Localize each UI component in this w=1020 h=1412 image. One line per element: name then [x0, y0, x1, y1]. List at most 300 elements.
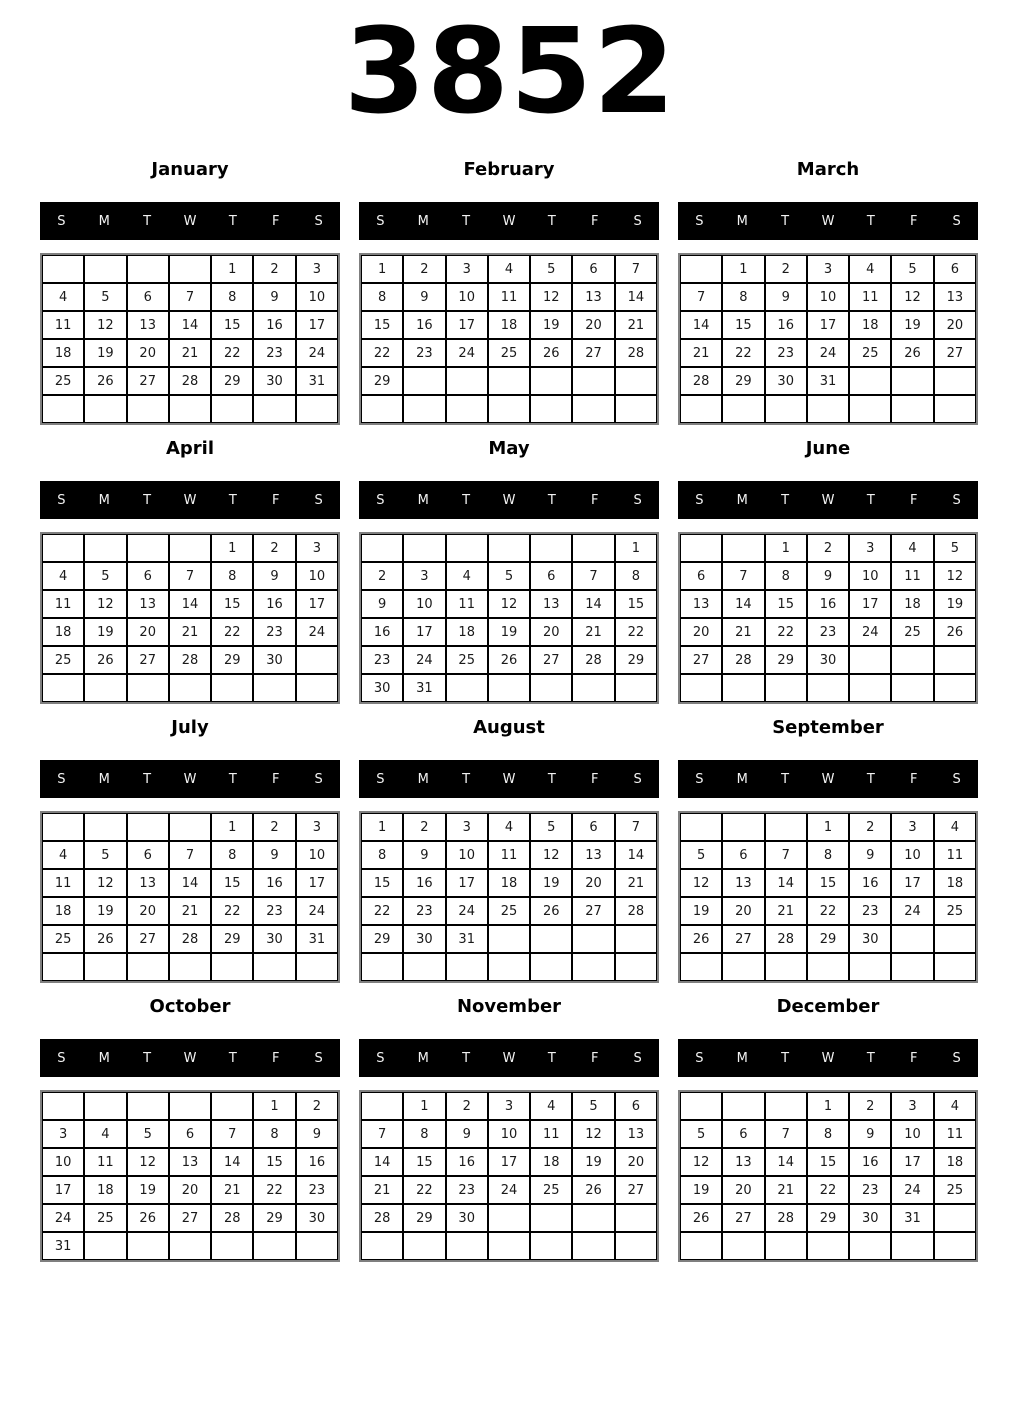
day-cell: 20 [572, 869, 614, 897]
day-cell: 20 [127, 897, 169, 925]
day-cell: 15 [361, 311, 403, 339]
day-cell: 22 [253, 1176, 295, 1204]
day-cell: 27 [680, 646, 722, 674]
day-cell-empty [530, 534, 572, 562]
weekday-label: F [271, 1050, 280, 1066]
day-cell: 8 [211, 562, 253, 590]
day-cell: 30 [765, 367, 807, 395]
day-cell: 11 [42, 869, 84, 897]
day-cell-empty [722, 534, 764, 562]
day-cell: 22 [211, 618, 253, 646]
day-cell: 10 [403, 590, 445, 618]
day-cell: 15 [807, 1148, 849, 1176]
day-cell: 9 [807, 562, 849, 590]
day-cell: 1 [361, 255, 403, 283]
day-cell: 14 [615, 283, 657, 311]
day-cell: 17 [42, 1176, 84, 1204]
day-cell-empty [446, 1232, 488, 1260]
day-cell: 9 [253, 283, 295, 311]
day-cell: 23 [403, 897, 445, 925]
day-cell: 24 [296, 339, 338, 367]
weekday-label: M [98, 771, 110, 787]
weekday-label: M [98, 1050, 110, 1066]
day-cell: 2 [807, 534, 849, 562]
day-cell-empty [615, 395, 657, 423]
month-date-grid [359, 811, 659, 983]
day-cell-empty [849, 646, 891, 674]
day-cell: 17 [891, 1148, 933, 1176]
day-cell: 28 [680, 367, 722, 395]
weekday-label: W [821, 1050, 835, 1066]
weekday-label: T [866, 771, 875, 787]
day-cell: 11 [488, 283, 530, 311]
day-cell-empty [253, 395, 295, 423]
day-cell: 26 [127, 1204, 169, 1232]
day-cell-empty [530, 953, 572, 981]
day-cell: 25 [446, 646, 488, 674]
day-cell: 16 [253, 590, 295, 618]
weekday-label: S [695, 492, 704, 508]
month-date-grid [359, 253, 659, 425]
day-cell: 8 [253, 1120, 295, 1148]
day-cell: 19 [891, 311, 933, 339]
day-cell: 25 [42, 646, 84, 674]
day-cell-empty [403, 953, 445, 981]
day-cell: 13 [127, 869, 169, 897]
day-cell: 27 [722, 925, 764, 953]
month-date-grid [40, 532, 340, 704]
weekday-label: W [183, 771, 197, 787]
day-cell: 20 [680, 618, 722, 646]
weekday-label: W [183, 492, 197, 508]
day-cell: 9 [253, 562, 295, 590]
day-cell: 13 [680, 590, 722, 618]
day-cell-empty [934, 367, 976, 395]
day-cell: 6 [572, 813, 614, 841]
day-cell: 21 [361, 1176, 403, 1204]
day-cell-empty [934, 953, 976, 981]
day-cell: 19 [127, 1176, 169, 1204]
day-cell: 5 [84, 841, 126, 869]
day-cell: 21 [722, 618, 764, 646]
day-cell: 15 [403, 1148, 445, 1176]
month-date-grid [678, 1090, 978, 1262]
day-cell: 20 [572, 311, 614, 339]
day-cell-empty [211, 1232, 253, 1260]
day-cell: 31 [446, 925, 488, 953]
day-cell-empty [765, 953, 807, 981]
day-cell: 1 [765, 534, 807, 562]
day-cell: 4 [934, 1092, 976, 1120]
day-cell: 20 [722, 1176, 764, 1204]
day-cell: 29 [807, 925, 849, 953]
day-cell: 1 [615, 534, 657, 562]
day-cell: 4 [488, 255, 530, 283]
weekday-label: M [736, 1050, 748, 1066]
day-cell: 19 [680, 897, 722, 925]
day-cell: 31 [807, 367, 849, 395]
day-cell-empty [361, 534, 403, 562]
day-cell: 13 [530, 590, 572, 618]
day-cell: 16 [807, 590, 849, 618]
day-cell: 7 [361, 1120, 403, 1148]
day-cell: 9 [849, 841, 891, 869]
day-cell: 8 [361, 841, 403, 869]
day-cell: 20 [127, 618, 169, 646]
day-cell: 13 [572, 283, 614, 311]
day-cell: 18 [42, 897, 84, 925]
day-cell: 2 [403, 813, 445, 841]
day-cell: 21 [615, 311, 657, 339]
day-cell: 29 [253, 1204, 295, 1232]
day-cell: 5 [572, 1092, 614, 1120]
day-cell-empty [42, 674, 84, 702]
day-cell: 27 [169, 1204, 211, 1232]
day-cell: 19 [530, 311, 572, 339]
day-cell: 17 [296, 590, 338, 618]
day-cell-empty [169, 1232, 211, 1260]
day-cell: 31 [403, 674, 445, 702]
day-cell-empty [722, 1092, 764, 1120]
weekday-label: F [271, 213, 280, 229]
day-cell: 10 [446, 841, 488, 869]
weekday-label: W [502, 492, 516, 508]
day-cell: 26 [680, 1204, 722, 1232]
day-cell: 2 [296, 1092, 338, 1120]
day-cell: 20 [934, 311, 976, 339]
day-cell: 22 [807, 1176, 849, 1204]
day-cell: 10 [807, 283, 849, 311]
day-cell: 30 [296, 1204, 338, 1232]
day-cell: 9 [361, 590, 403, 618]
day-cell: 11 [84, 1148, 126, 1176]
day-cell: 9 [446, 1120, 488, 1148]
day-cell: 22 [615, 618, 657, 646]
day-cell: 12 [572, 1120, 614, 1148]
day-cell: 1 [211, 534, 253, 562]
day-cell: 4 [446, 562, 488, 590]
day-cell: 11 [849, 283, 891, 311]
weekday-header-bar [359, 202, 659, 240]
weekday-label: T [866, 492, 875, 508]
day-cell: 24 [891, 1176, 933, 1204]
weekday-label: T [781, 1050, 790, 1066]
month-title: October [149, 996, 231, 1017]
day-cell: 18 [530, 1148, 572, 1176]
day-cell: 21 [765, 1176, 807, 1204]
day-cell: 18 [488, 311, 530, 339]
weekday-label: S [314, 213, 323, 229]
day-cell: 5 [680, 1120, 722, 1148]
day-cell-empty [680, 674, 722, 702]
weekday-label: F [909, 492, 918, 508]
day-cell: 8 [211, 841, 253, 869]
day-cell: 29 [211, 646, 253, 674]
day-cell-empty [765, 813, 807, 841]
weekday-label: T [228, 213, 237, 229]
day-cell: 1 [807, 1092, 849, 1120]
day-cell: 16 [849, 1148, 891, 1176]
month-block-september [678, 716, 978, 983]
weekday-label: F [271, 771, 280, 787]
day-cell-empty [934, 646, 976, 674]
weekday-label: S [952, 492, 961, 508]
day-cell-empty [488, 1204, 530, 1232]
day-cell: 16 [849, 869, 891, 897]
day-cell: 2 [849, 1092, 891, 1120]
weekday-header-bar [40, 760, 340, 798]
day-cell-empty [403, 534, 445, 562]
day-cell: 28 [169, 646, 211, 674]
month-block-december [678, 995, 978, 1262]
day-cell-empty [765, 674, 807, 702]
day-cell: 5 [127, 1120, 169, 1148]
month-block-november [359, 995, 659, 1262]
day-cell: 13 [127, 311, 169, 339]
day-cell-empty [127, 1092, 169, 1120]
day-cell: 28 [572, 646, 614, 674]
day-cell-empty [169, 395, 211, 423]
day-cell: 28 [169, 925, 211, 953]
day-cell: 4 [934, 813, 976, 841]
day-cell: 30 [253, 925, 295, 953]
day-cell: 10 [891, 1120, 933, 1148]
weekday-label: M [736, 771, 748, 787]
day-cell-empty [403, 1232, 445, 1260]
day-cell: 11 [42, 311, 84, 339]
weekday-label: T [462, 492, 471, 508]
day-cell: 21 [765, 897, 807, 925]
day-cell: 8 [615, 562, 657, 590]
day-cell: 24 [296, 618, 338, 646]
weekday-label: F [909, 1050, 918, 1066]
day-cell: 10 [488, 1120, 530, 1148]
day-cell: 21 [169, 897, 211, 925]
day-cell-empty [615, 1204, 657, 1232]
weekday-header-bar [40, 1039, 340, 1077]
day-cell: 24 [446, 339, 488, 367]
day-cell: 24 [446, 897, 488, 925]
day-cell: 21 [169, 618, 211, 646]
day-cell: 16 [253, 869, 295, 897]
day-cell: 6 [572, 255, 614, 283]
weekday-label: F [590, 492, 599, 508]
day-cell: 3 [296, 813, 338, 841]
day-cell: 28 [361, 1204, 403, 1232]
weekday-label: S [314, 492, 323, 508]
weekday-label: F [590, 771, 599, 787]
weekday-label: M [736, 213, 748, 229]
weekday-label: S [695, 1050, 704, 1066]
day-cell-empty [765, 1232, 807, 1260]
month-block-august [359, 716, 659, 983]
day-cell-empty [403, 367, 445, 395]
day-cell: 6 [722, 841, 764, 869]
day-cell: 1 [211, 813, 253, 841]
day-cell: 12 [680, 1148, 722, 1176]
day-cell-empty [615, 674, 657, 702]
day-cell: 29 [211, 367, 253, 395]
day-cell: 25 [530, 1176, 572, 1204]
day-cell: 26 [488, 646, 530, 674]
weekday-label: S [952, 771, 961, 787]
month-date-grid [359, 532, 659, 704]
day-cell: 23 [807, 618, 849, 646]
day-cell: 7 [211, 1120, 253, 1148]
day-cell: 4 [530, 1092, 572, 1120]
day-cell: 11 [934, 841, 976, 869]
day-cell: 26 [572, 1176, 614, 1204]
day-cell: 8 [722, 283, 764, 311]
day-cell: 24 [296, 897, 338, 925]
day-cell: 16 [253, 311, 295, 339]
day-cell-empty [530, 1204, 572, 1232]
day-cell-empty [127, 534, 169, 562]
day-cell: 6 [127, 562, 169, 590]
month-date-grid [678, 253, 978, 425]
day-cell: 23 [253, 339, 295, 367]
day-cell: 7 [722, 562, 764, 590]
month-title: May [488, 438, 530, 459]
weekday-label: T [547, 1050, 556, 1066]
day-cell-empty [446, 534, 488, 562]
day-cell-empty [891, 925, 933, 953]
day-cell-empty [722, 1232, 764, 1260]
day-cell: 3 [42, 1120, 84, 1148]
month-block-january [40, 158, 340, 425]
day-cell: 8 [807, 841, 849, 869]
day-cell: 1 [403, 1092, 445, 1120]
day-cell: 9 [403, 841, 445, 869]
weekday-label: S [57, 771, 66, 787]
day-cell-empty [680, 1232, 722, 1260]
weekday-label: T [143, 492, 152, 508]
day-cell: 25 [488, 339, 530, 367]
day-cell-empty [127, 813, 169, 841]
day-cell: 4 [42, 562, 84, 590]
day-cell-empty [572, 534, 614, 562]
day-cell-empty [934, 395, 976, 423]
day-cell-empty [296, 1232, 338, 1260]
day-cell: 21 [680, 339, 722, 367]
day-cell-empty [446, 953, 488, 981]
day-cell-empty [296, 674, 338, 702]
day-cell-empty [42, 395, 84, 423]
day-cell-empty [169, 534, 211, 562]
day-cell: 5 [891, 255, 933, 283]
day-cell: 1 [807, 813, 849, 841]
day-cell-empty [891, 646, 933, 674]
day-cell: 26 [84, 925, 126, 953]
day-cell-empty [211, 953, 253, 981]
day-cell-empty [42, 953, 84, 981]
month-block-april [40, 437, 340, 704]
day-cell: 16 [403, 869, 445, 897]
day-cell-empty [615, 367, 657, 395]
day-cell: 4 [42, 841, 84, 869]
day-cell: 22 [211, 339, 253, 367]
day-cell: 26 [530, 339, 572, 367]
day-cell-empty [84, 674, 126, 702]
weekday-label: T [143, 213, 152, 229]
month-title: April [165, 438, 215, 459]
weekday-label: S [376, 1050, 385, 1066]
day-cell: 19 [934, 590, 976, 618]
day-cell-empty [891, 1232, 933, 1260]
day-cell: 4 [42, 283, 84, 311]
day-cell: 7 [572, 562, 614, 590]
day-cell: 27 [934, 339, 976, 367]
day-cell: 4 [849, 255, 891, 283]
day-cell-empty [572, 1204, 614, 1232]
day-cell: 8 [765, 562, 807, 590]
day-cell: 28 [615, 897, 657, 925]
day-cell: 5 [488, 562, 530, 590]
month-block-may [359, 437, 659, 704]
day-cell: 28 [211, 1204, 253, 1232]
day-cell-empty [849, 674, 891, 702]
month-date-grid [678, 811, 978, 983]
weekday-label: T [462, 213, 471, 229]
day-cell: 19 [84, 897, 126, 925]
day-cell: 12 [84, 311, 126, 339]
day-cell: 5 [530, 813, 572, 841]
day-cell: 20 [722, 897, 764, 925]
day-cell: 24 [42, 1204, 84, 1232]
day-cell-empty [722, 813, 764, 841]
day-cell: 3 [296, 255, 338, 283]
day-cell: 22 [722, 339, 764, 367]
month-title: February [463, 159, 555, 180]
day-cell-empty [42, 813, 84, 841]
day-cell-empty [680, 534, 722, 562]
day-cell: 27 [572, 339, 614, 367]
day-cell: 2 [253, 813, 295, 841]
day-cell: 15 [807, 869, 849, 897]
weekday-label: F [590, 213, 599, 229]
day-cell: 25 [934, 1176, 976, 1204]
day-cell: 14 [765, 869, 807, 897]
day-cell: 3 [446, 813, 488, 841]
day-cell: 29 [722, 367, 764, 395]
day-cell-empty [807, 953, 849, 981]
weekday-label: S [695, 213, 704, 229]
day-cell: 6 [680, 562, 722, 590]
day-cell-empty [84, 813, 126, 841]
day-cell-empty [572, 367, 614, 395]
day-cell: 16 [403, 311, 445, 339]
day-cell: 14 [680, 311, 722, 339]
day-cell-empty [934, 1204, 976, 1232]
day-cell: 23 [296, 1176, 338, 1204]
day-cell: 17 [296, 869, 338, 897]
day-cell: 10 [296, 841, 338, 869]
day-cell: 15 [211, 590, 253, 618]
day-cell: 12 [488, 590, 530, 618]
day-cell: 8 [807, 1120, 849, 1148]
day-cell: 9 [253, 841, 295, 869]
day-cell: 28 [169, 367, 211, 395]
day-cell-empty [253, 953, 295, 981]
day-cell-empty [488, 674, 530, 702]
day-cell: 30 [849, 925, 891, 953]
day-cell: 17 [446, 869, 488, 897]
weekday-header-bar [359, 1039, 659, 1077]
weekday-label: S [952, 1050, 961, 1066]
day-cell: 3 [891, 1092, 933, 1120]
day-cell-empty [934, 1232, 976, 1260]
day-cell: 19 [488, 618, 530, 646]
